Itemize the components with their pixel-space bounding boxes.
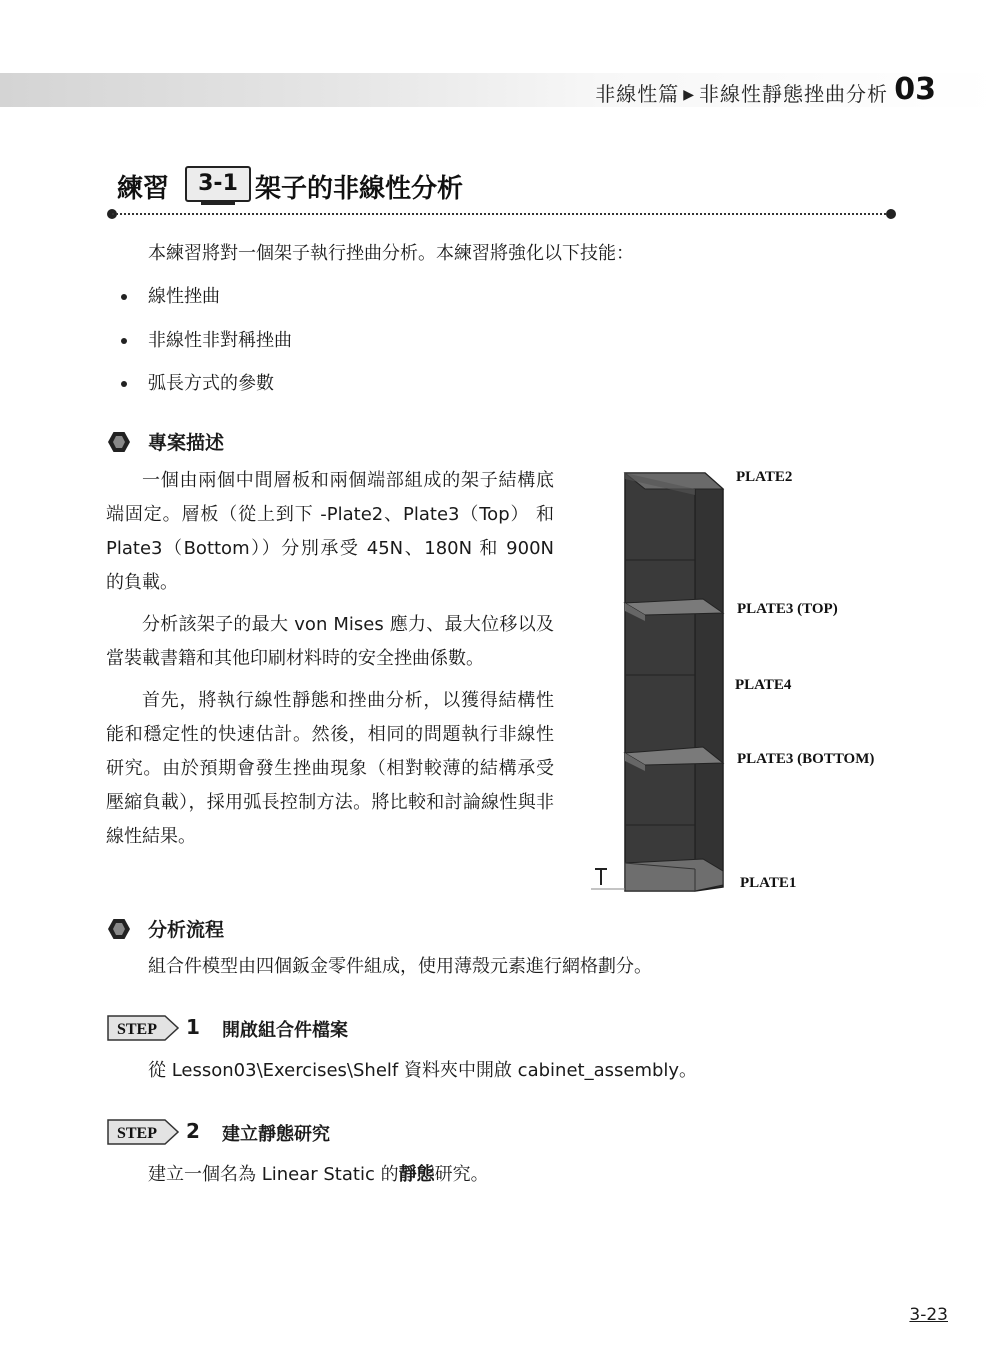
intro-text: 本練習將對一個架子執行挫曲分析。本練習將強化以下技能： [148, 243, 634, 264]
step-title: 開啟組合件檔案 [222, 1020, 348, 1041]
project-paragraph: 一個由兩個中間層板和兩個端部組成的架子結構底端固定。層板（從上到下 -Plate2、Plate3（Top） 和 Plate3（Bottom））分別承受 45N、180N 和 900N 的負載。 [106, 470, 554, 593]
shelf-model-figure [585, 465, 905, 900]
header-arrow-icon: ▶ [683, 87, 695, 103]
header-chapter: 非線性靜態挫曲分析 [699, 82, 888, 106]
skill-item: 線性挫曲 [148, 286, 220, 307]
skill-item: 弧長方式的參數 [148, 373, 274, 394]
step-badge-text: STEP [116, 1125, 158, 1142]
project-description [106, 464, 554, 862]
step-number: 1 [186, 1015, 200, 1039]
step-text-bold: 靜態 [398, 1164, 435, 1185]
step-badge-icon [107, 1119, 179, 1145]
monitor-stand-icon [201, 201, 235, 205]
exercise-prefix: 練習 [117, 174, 170, 204]
process-text: 組合件模型由四個鈑金零件組成，使用薄殼元素進行網格劃分。 [148, 956, 652, 977]
bullet-icon [121, 338, 127, 344]
label-plate2: PLATE2 [736, 469, 793, 485]
section-hexagon-icon [108, 432, 130, 452]
page-number: 3-23 [909, 1305, 948, 1325]
skill-item: 非線性非對稱挫曲 [148, 330, 292, 351]
section-heading-project: 專案描述 [148, 432, 225, 454]
section-heading-process: 分析流程 [148, 919, 225, 941]
project-paragraph: 首先，將執行線性靜態和挫曲分析，以獲得結構性能和穩定性的快速估計。然後，相同的問題執行非線性研究。由於預期會發生挫曲現象（相對較薄的結構承受壓縮負載），採用弧長控制方法。將比較和討論線性與非線性結果。 [106, 690, 554, 847]
step-badge-icon [107, 1015, 179, 1041]
label-plate3-top: PLATE3 (TOP) [737, 601, 838, 617]
label-plate1: PLATE1 [740, 875, 797, 891]
dotted-rule [112, 213, 890, 215]
chapter-number: 03 [894, 72, 936, 107]
rule-dot-right [886, 209, 896, 219]
header-part: 非線性篇 [595, 82, 680, 106]
running-header [595, 78, 888, 107]
step-number: 2 [186, 1119, 200, 1143]
step-text: 從 Lesson03\Exercises\Shelf 資料夾中開啟 cabinet_assembly。 [148, 1060, 698, 1081]
step-title: 建立靜態研究 [222, 1124, 330, 1145]
exercise-number-badge: 3-1 [185, 166, 251, 202]
label-plate3-bottom: PLATE3 (BOTTOM) [737, 751, 875, 767]
bullet-icon [121, 381, 127, 387]
step-badge-text: STEP [116, 1021, 158, 1038]
bullet-icon [121, 294, 127, 300]
exercise-title-text: 架子的非線性分析 [255, 174, 464, 204]
step-text-part: 研究。 [434, 1164, 489, 1185]
step-text [148, 1159, 489, 1191]
label-plate4: PLATE4 [735, 677, 792, 693]
section-hexagon-icon [108, 919, 130, 939]
project-paragraph: 分析該架子的最大 von Mises 應力、最大位移以及當裝載書籍和其他印刷材料時的安全挫曲係數。 [106, 614, 554, 669]
step-text-part: 建立一個名為 Linear Static 的 [148, 1164, 399, 1185]
